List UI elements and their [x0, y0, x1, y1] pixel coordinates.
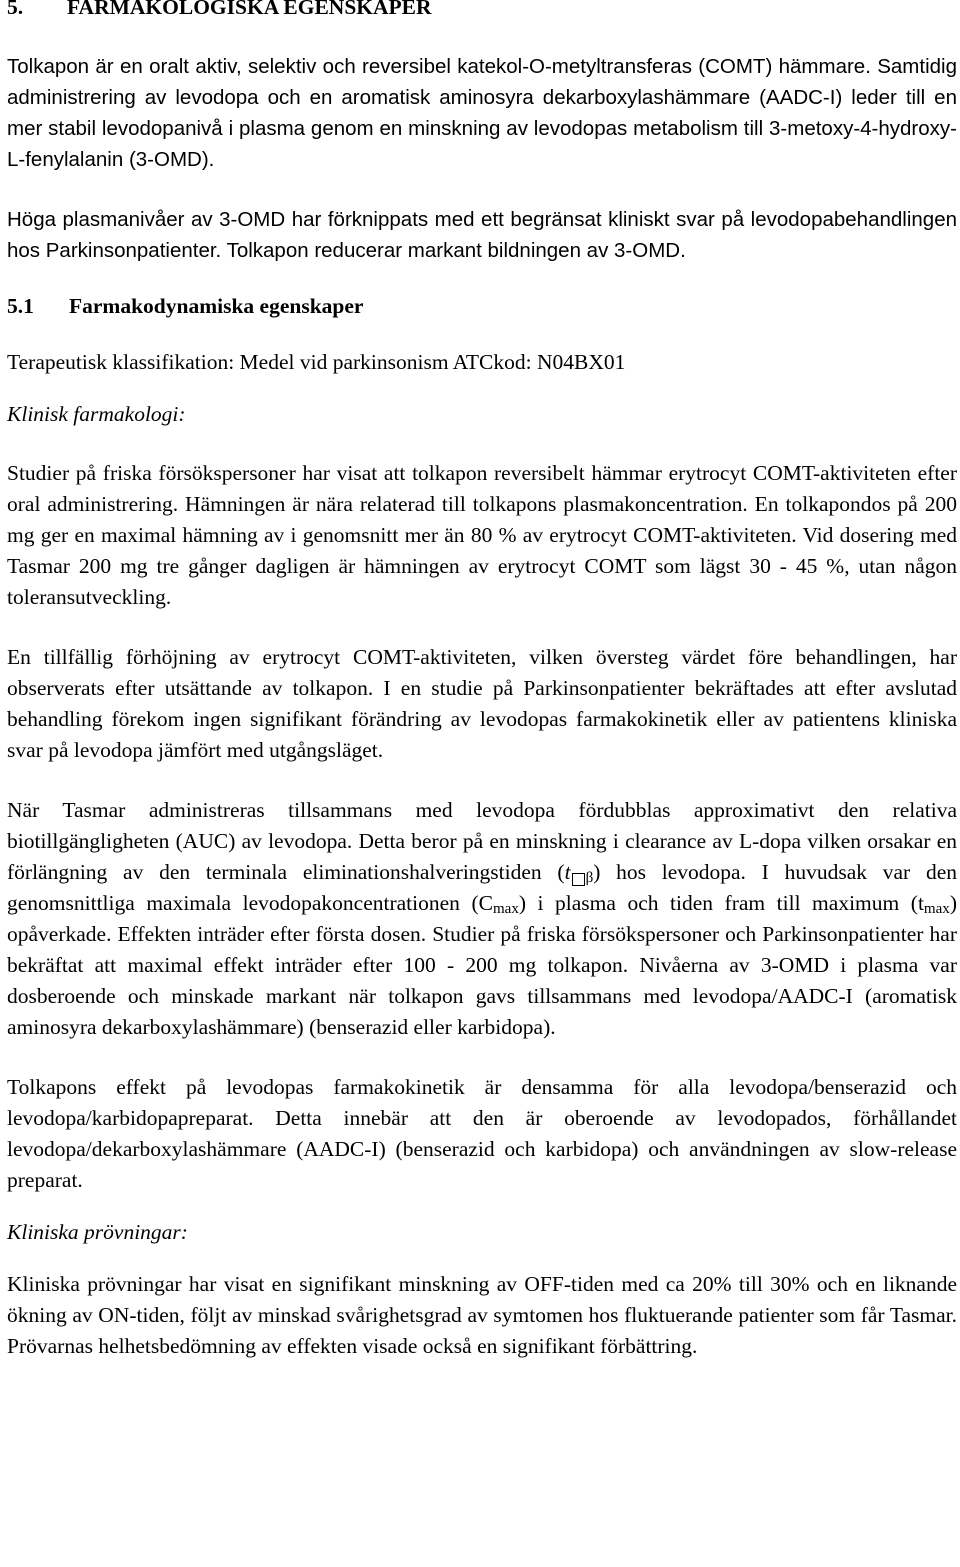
paragraph-intro: Tolkapon är en oralt aktiv, selektiv och reversibel katekol-O-metyltransferas (COMT) hämmare. Samtidig administrering av levodopa och en aromatisk aminosyra dekarboxylashämmare (AADC-I) leder till en mer stabil levodopanivå i plasma genom en minskning av levodopas metabolism till 3-metoxy-4-hydroxy-L-fenylalanin (3-OMD). [7, 55, 957, 171]
paragraph-clinical-trials: Kliniska prövningar har visat en signifikant minskning av OFF-tiden med ca 20% till 30% och en liknande ökning av ON-tiden, följt av minskad svårighetsgrad av symtomen hos fluktuerande patienter som får Tasmar. Prövarnas helhetsbedömning av effekten visade också en signifikant förbättring. [7, 1272, 957, 1358]
paragraph-effect-consistency: Tolkapons effekt på levodopas farmakokinetik är densamma för alla levodopa/benserazid och levodopa/karbidopapreparat. Detta innebär att den är oberoende av levodopados, förhållandet levodopa/dekarboxylashämmare (AADC-I) (benserazid och karbidopa) och användningen av slow-release preparat. [7, 1075, 957, 1192]
section-number: 5. [7, 0, 24, 18]
subsection-number: 5.1 [7, 294, 34, 318]
paragraph-comt-inhibition: Studier på friska försökspersoner har visat att tolkapon reversibelt hämmar erytrocyt COMT-aktiviteten efter oral administrering. Hämningen är nära relaterad till tolkapons plasmakoncentration. En tolkapondos på 200 mg ger en maximal hämning av i genomsnitt mer än 80 % av erytrocyt COMT-aktiviteten. Vid dosering med Tasmar 200 mg tre gånger dagligen är hämningen av erytrocyt COMT som lägst 30 - 45 %, utan någon toleransutveckling. [7, 461, 957, 609]
clinical-pharmacology-heading: Klinisk farmakologi: [7, 402, 186, 426]
clinical-trials-heading: Kliniska prövningar: [7, 1220, 188, 1244]
missing-glyph-icon [572, 873, 585, 886]
section-heading [7, 0, 957, 18]
paragraph-levodopa-kinetics: När Tasmar administreras tillsammans med levodopa fördubblas approximativt den relativa biotillgängligheten (AUC) av levodopa. Detta beror på en minskning i clearance av L-dopa vilken orsakar en förlängning av den terminala eliminationshalveringstiden (t $_\beta$) hos levodopa. I huvudsak var den genomsnittliga maximala levodopakoncentrationen $(C_{max})$ i plasma och tiden fram till maximum $(t_{max})$ opåverkade. Effekten inträder efter första dosen. Studier på friska försökspersoner och Parkinsonpatienter har bekräftat att maximal effekt inträder efter 100 - 200 mg tolkapon. Nivåerna av 3-OMD i plasma var dosberoende och minskade markant när tolkapon gavs tillsammans med levodopa/AADC-I (aromatisk aminosyra dekarboxylashämmare) (benserazid eller karbidopa). [7, 798, 957, 1039]
subsection-heading [7, 291, 957, 322]
document-page [7, 0, 957, 1362]
section-title: FARMAKOLOGISKA EGENSKAPER [67, 0, 432, 18]
paragraph-3omd: Höga plasmanivåer av 3-OMD har förknippats med ett begränsat kliniskt svar på levodopabehandlingen hos Parkinsonpatienter. Tolkapon reducerar markant bildningen av 3-OMD. [7, 208, 957, 262]
classification-line: Terapeutisk klassifikation: Medel vid parkinsonism ATCkod: N04BX01 [7, 350, 626, 374]
subsection-title: Farmakodynamiska egenskaper [69, 294, 364, 318]
paragraph-comt-increase: En tillfällig förhöjning av erytrocyt COMT-aktiviteten, vilken översteg värdet före behandlingen, har observerats efter utsättande av tolkapon. I en studie på Parkinsonpatienter bekräftades att efter avslutad behandling förekom ingen signifikant förändring av levodopas farmakokinetik eller av patientens kliniska svar på levodopa jämfört med utgångsläget. [7, 645, 957, 762]
